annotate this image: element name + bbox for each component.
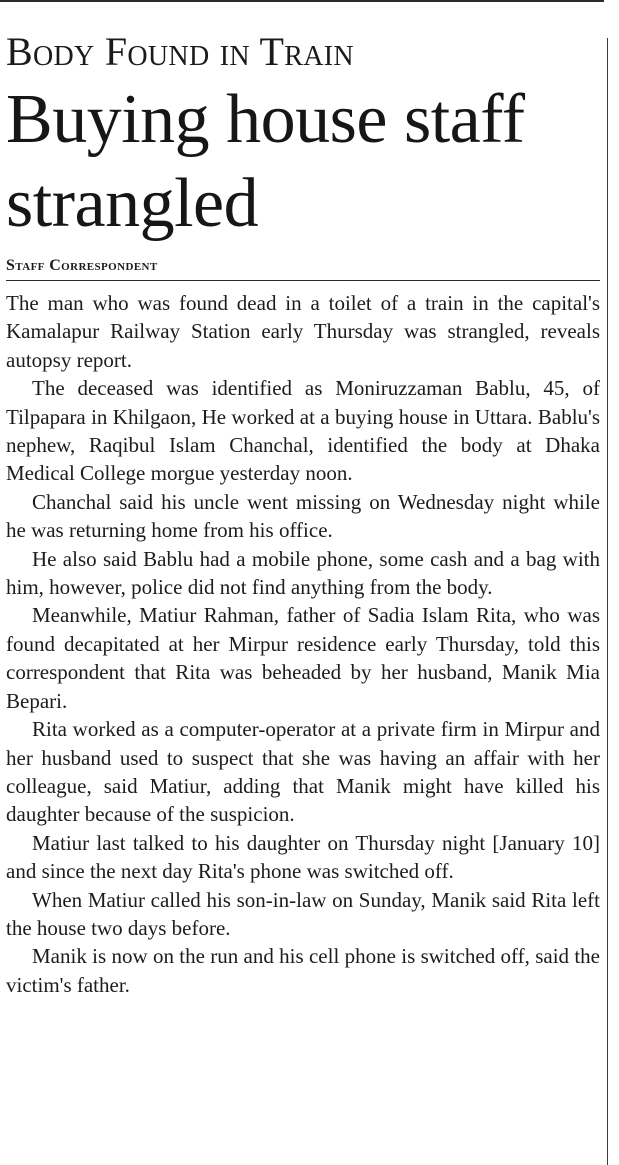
byline: Staff Correspondent: [6, 256, 600, 281]
paragraph: He also said Bablu had a mobile phone, some cash and a bag with him, however, police did not find anything from the body.: [6, 546, 600, 600]
column-rule: [607, 38, 608, 1165]
paragraph: Meanwhile, Matiur Rahman, father of Sadia Islam Rita, who was found decapitated at her Mirpur residence early Thursday, told this correspondent that Rita was beheaded by her husband, Manik Mia Bepari.: [6, 603, 600, 713]
paragraph: Chanchal said his uncle went missing on Wednesday night while he was returning home from his office.: [6, 489, 600, 543]
paragraph: Matiur last talked to his daughter on Thursday night [January 10] and since the next day Rita's phone was switched off.: [6, 830, 600, 884]
article-body: [6, 289, 600, 999]
paragraph: The man who was found dead in a toilet of a train in the capital's Kamalapur Railway Station early Thursday was strangled, reveals autopsy report.: [6, 291, 600, 372]
paragraph: The deceased was identified as Moniruzzaman Bablu, 45, of Tilpapara in Khilgaon, He worked at a buying house in Uttara. Bablu's nephew, Raqibul Islam Chanchal, identified the body at Dhaka Medical College morgue yesterday noon.: [6, 376, 600, 486]
paragraph: When Matiur called his son-in-law on Sunday, Manik said Rita left the house two days before.: [6, 887, 600, 940]
top-rule: [0, 0, 604, 2]
paragraph: Manik is now on the run and his cell phone is switched off, said the victim's father.: [6, 944, 600, 997]
news-article: [6, 26, 600, 999]
kicker: Body Found in Train: [6, 29, 354, 74]
headline: Buying house staff strangled: [6, 81, 525, 242]
paragraph: Rita worked as a computer-operator at a private firm in Mirpur and her husband used to suspect that she was having an affair with her colleague, said Matiur, adding that Manik might have killed his daughter because of the suspicion.: [6, 717, 600, 827]
